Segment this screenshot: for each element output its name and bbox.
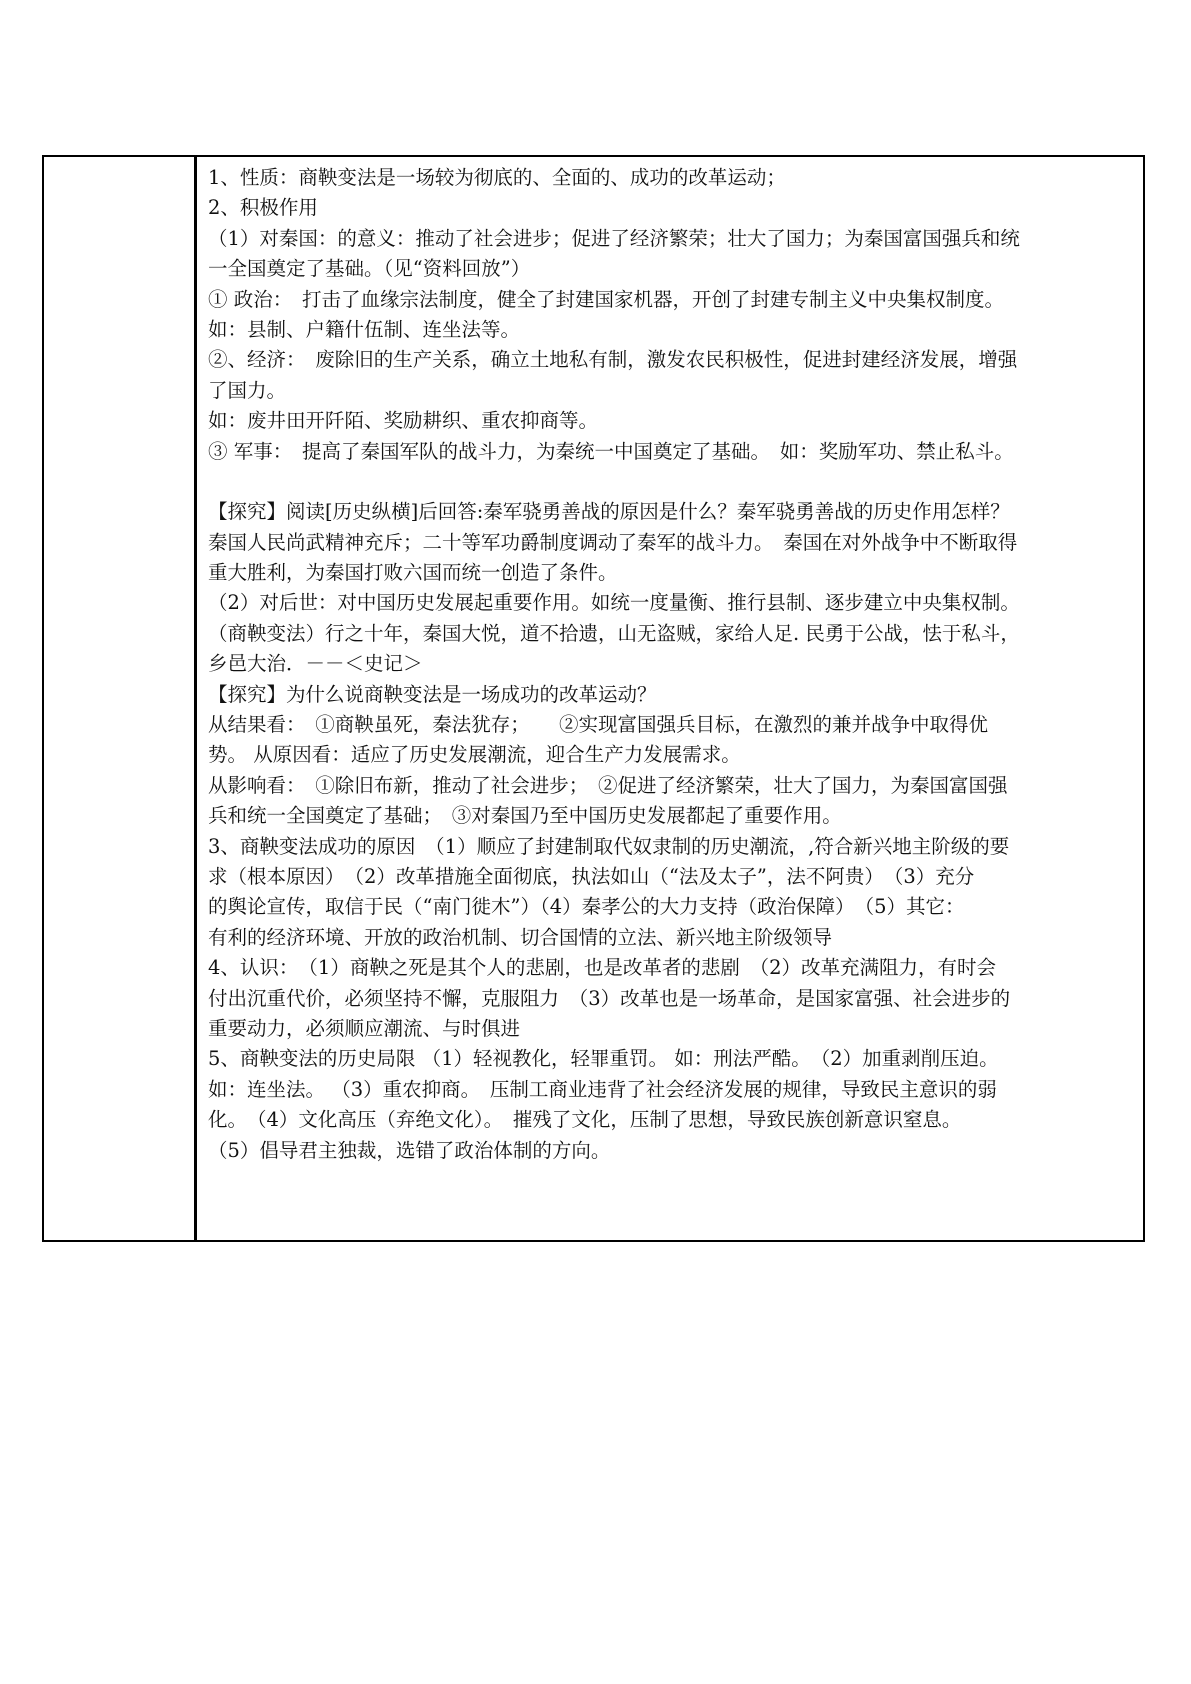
text-line: ②、经济： 废除旧的生产关系，确立土地私有制，激发农民积极性，促进封建经济发展，增强 [208, 348, 1018, 372]
blank-line [208, 467, 1135, 497]
text-line: 付出沉重代价，必须坚持不懈，克服阻力 （3）改革也是一场革命，是国家富强、社会进步的 [208, 986, 1011, 1010]
text-line: 【探究】阅读[历史纵横]后回答:秦军骁勇善战的原因是什么？秦军骁勇善战的历史作用怎样？ [208, 500, 1010, 524]
document-table [42, 155, 1145, 1242]
text-line: 3、商鞅变法成功的原因 （1）顺应了封建制取代奴隶制的历史潮流，,符合新兴地主阶级的要 [208, 834, 1010, 858]
text-line: 【探究】为什么说商鞅变法是一场成功的改革运动？ [208, 682, 657, 706]
text-line: 乡邑大治．－－＜史记＞ [208, 652, 423, 676]
text-line: ① 政治： 打击了血缘宗法制度，健全了封建国家机器，开创了封建专制主义中央集权制度。 [208, 287, 1004, 311]
text-line: （2）对后世：对中国历史发展起重要作用。如统一度量衡、推行县制、逐步建立中央集权制。 [208, 591, 1020, 615]
text-line: 势。 从原因看：适应了历史发展潮流，迎合生产力发展需求。 [208, 743, 741, 767]
text-line: 如：连坐法。 （3）重农抑商。 压制工商业违背了社会经济发展的规律，导致民主意识的弱 [208, 1077, 997, 1101]
text-line: （商鞅变法）行之十年，秦国大悦，道不拾遗，山无盗贼，家给人足. 民勇于公战，怯于私斗， [208, 621, 1020, 645]
text-line: 化。 （4）文化高压（弃绝文化）。 摧残了文化，压制了思想，导致民族创新意识窒息。 [208, 1108, 962, 1132]
text-line: 1、性质：商鞅变法是一场较为彻底的、全面的、成功的改革运动； [208, 166, 786, 189]
text-line: 有利的经济环境、开放的政治机制、切合国情的立法、新兴地主阶级领导 [208, 925, 833, 949]
text-line: 重大胜利，为秦国打败六国而统一创造了条件。 [208, 561, 618, 585]
text-line: 重要动力，必须顺应潮流、与时俱进 [208, 1016, 521, 1040]
text-line: 了国力。 [208, 378, 287, 402]
text-line: ③ 军事： 提高了秦国军队的战斗力，为秦统一中国奠定了基础。 如：奖励军功、禁止私斗。 [208, 439, 1014, 463]
text-line: 一全国奠定了基础。（见“资料回放”） [208, 257, 531, 281]
text-line: 4、认识： （1）商鞅之死是其个人的悲剧，也是改革者的悲剧 （2）改革充满阻力，有时会 [208, 956, 996, 980]
text-line: 的舆论宣传，取信于民（“南门徙木”）（4）秦孝公的大力支持（政治保障） （5）其它： [208, 895, 965, 919]
text-line: 兵和统一全国奠定了基础； ③对秦国乃至中国历史发展都起了重要作用。 [208, 804, 842, 828]
text-line: 从结果看： ①商鞅虽死，秦法犹存； ②实现富国强兵目标，在激烈的兼并战争中取得优 [208, 713, 989, 737]
text-line: （1）对秦国：的意义：推动了社会进步；促进了经济繁荣；壮大了国力；为秦国富国强兵和统 [208, 226, 1020, 250]
text-line: （5）倡导君主独裁，选错了政治体制的方向。 [208, 1138, 611, 1162]
table-left-column [44, 157, 197, 1240]
text-line: 秦国人民尚武精神充斥；二十等军功爵制度调动了秦军的战斗力。 秦国在对外战争中不断取得 [208, 530, 1018, 554]
text-line: 5、商鞅变法的历史局限 （1）轻视教化，轻罪重罚。 如：刑法严酷。 （2）加重剥削压迫。 [208, 1047, 999, 1071]
text-line: 求（根本原因） （2）改革措施全面彻底，执法如山（“法及太子”，法不阿贵） （3）充分 [208, 864, 975, 888]
text-line: 从影响看： ①除旧布新，推动了社会进步； ②促进了经济繁荣，壮大了国力，为秦国富国强 [208, 773, 1008, 797]
text-line: 2、积极作用 [208, 196, 318, 220]
text-line: 如：废井田开阡陌、奖励耕织、重农抑商等。 [208, 409, 599, 433]
text-line: 如：县制、户籍什伍制、连坐法等。 [208, 317, 521, 341]
table-content-cell [200, 157, 1143, 1240]
